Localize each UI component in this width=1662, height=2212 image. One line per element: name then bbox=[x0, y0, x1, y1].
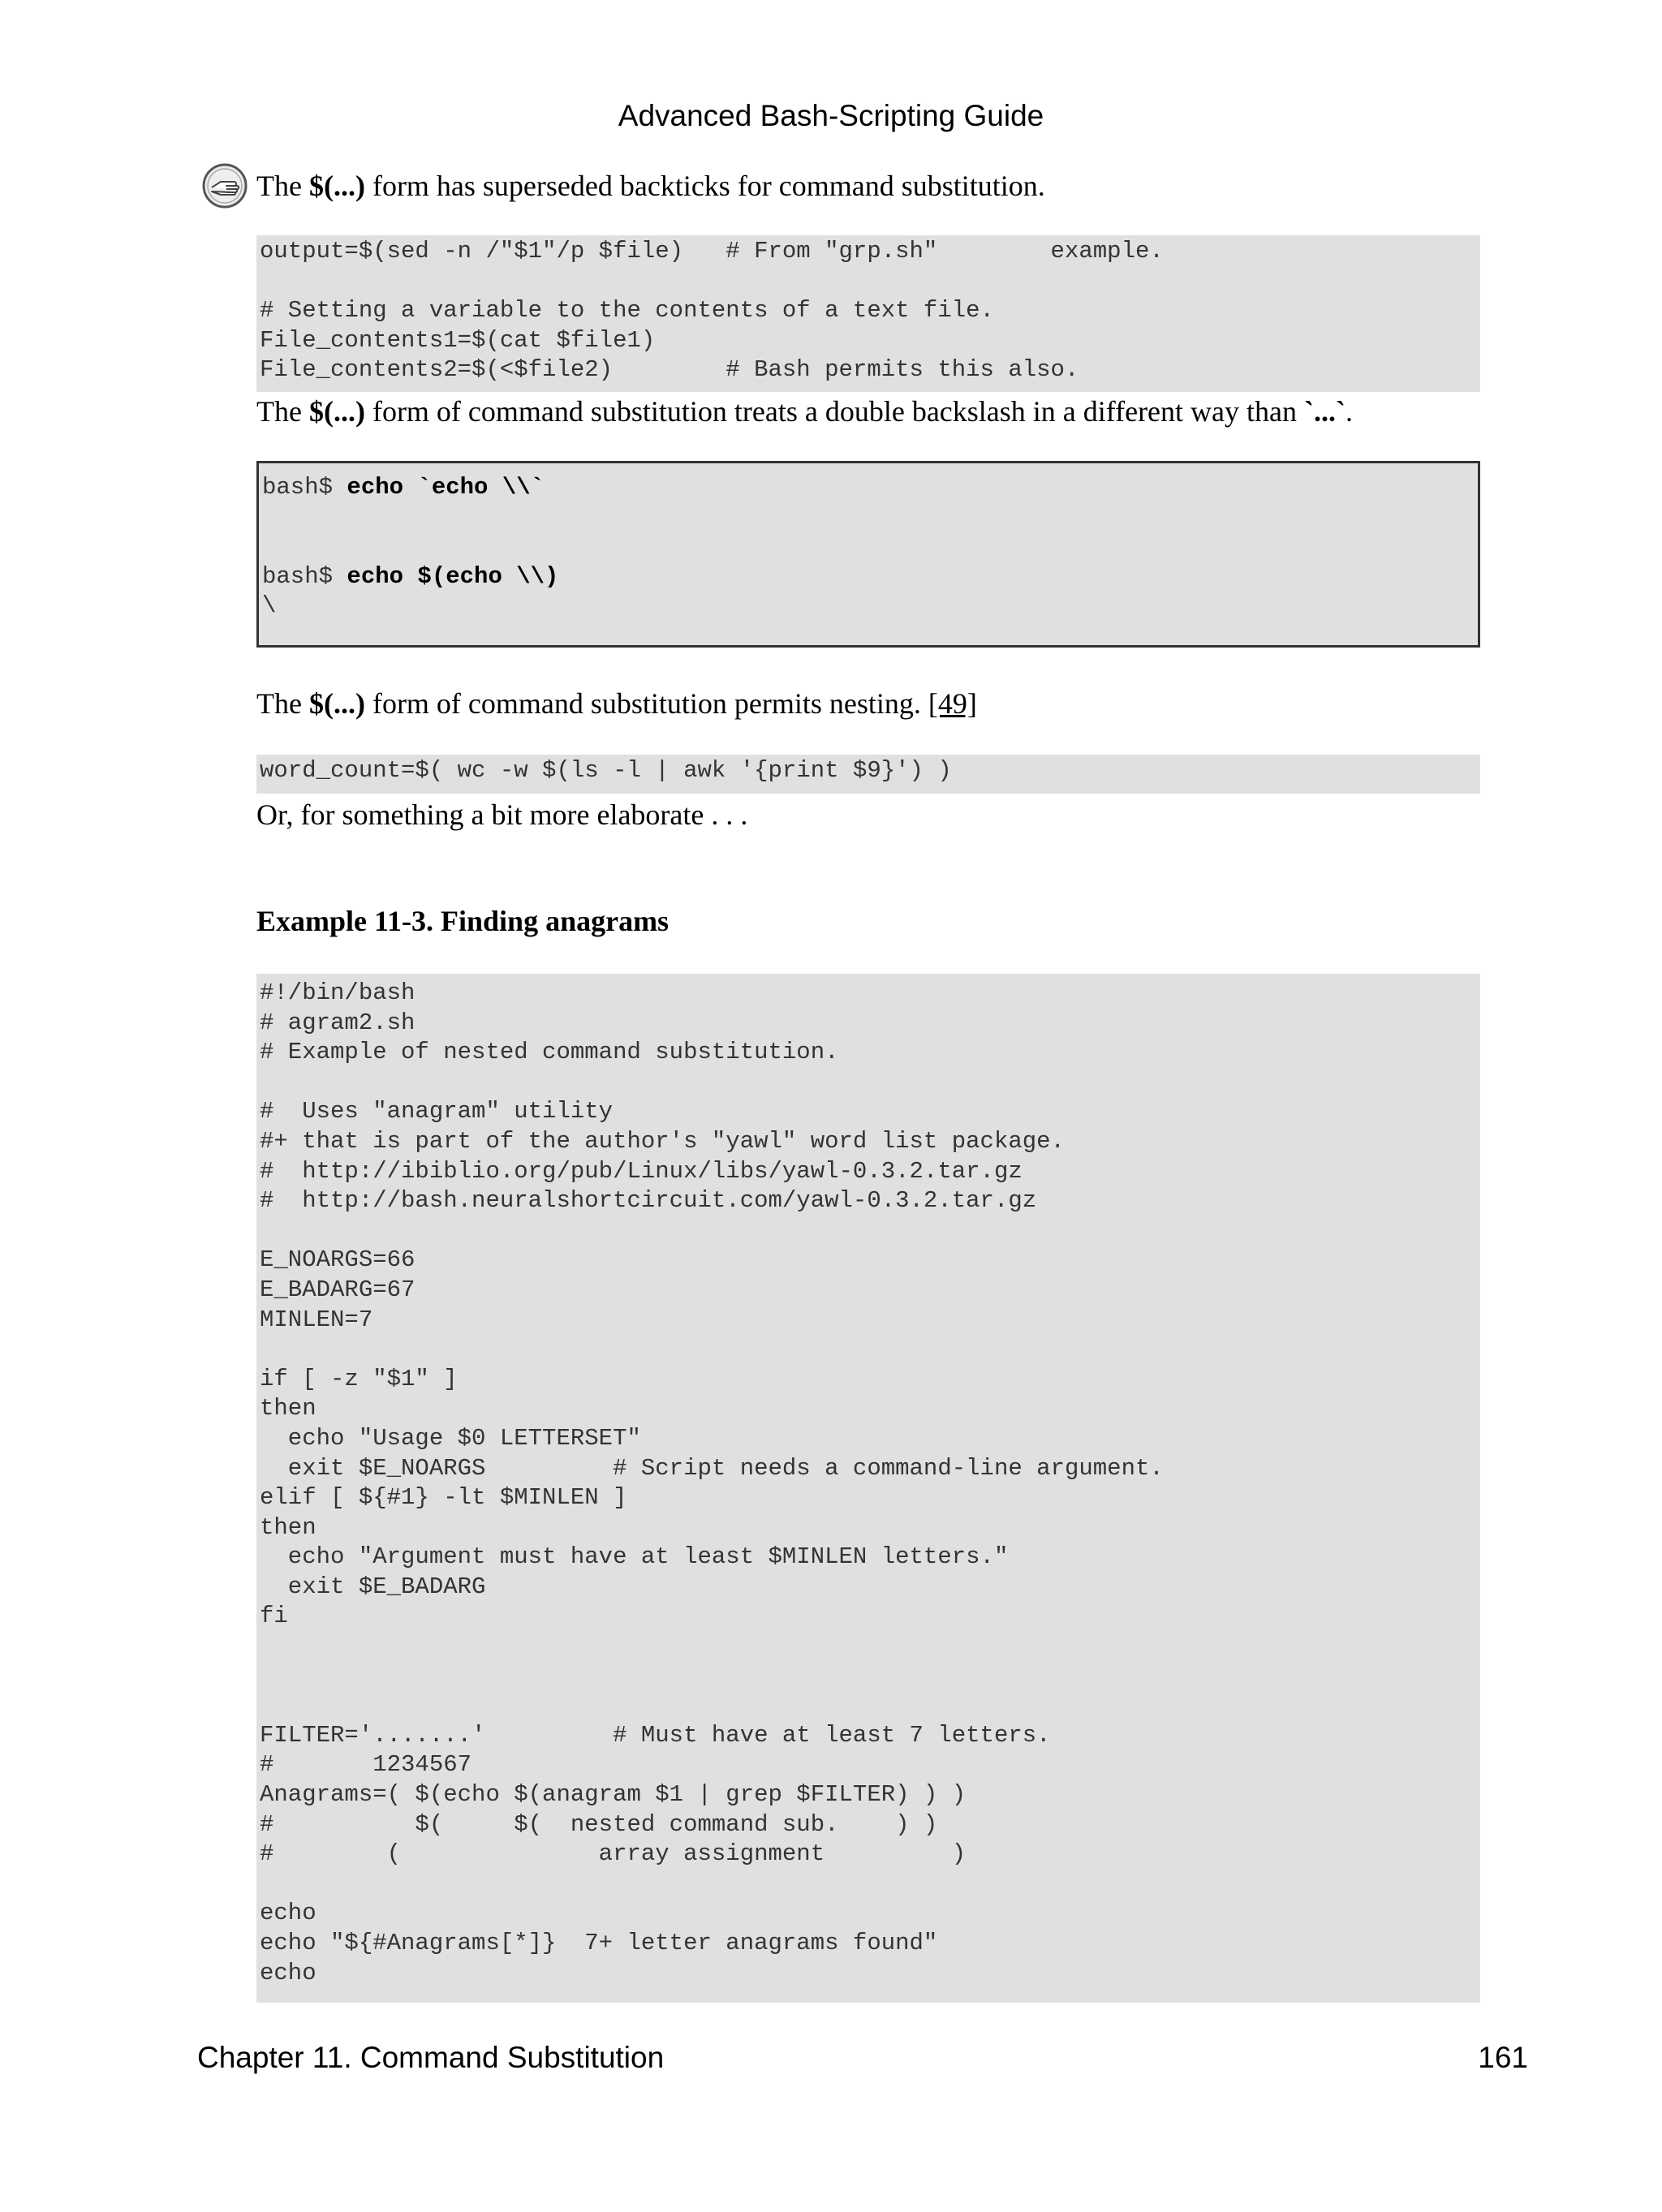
note-row bbox=[201, 162, 1500, 209]
inline-code-backticks: `...` bbox=[1304, 395, 1346, 428]
code-block-word-count: word_count=$( wc -w $(ls -l | awk '{print $9}') ) bbox=[256, 755, 1480, 794]
screen-block-echo: bash$ echo `echo \\` bash$ echo $(echo \\) \ bbox=[256, 461, 1480, 648]
inline-code-dollar-paren: $(...) bbox=[308, 687, 365, 720]
inline-code-dollar-paren: $(...) bbox=[308, 395, 365, 428]
code-block-output: output=$(sed -n /"$1"/p $file) # From "grp.sh" example. # Setting a variable to the contents of a text file. File_contents1=$(cat $file1) File_contents2=$(<$file2) # Bash permits this also. bbox=[256, 235, 1480, 392]
page-header-title: Advanced Bash-Scripting Guide bbox=[618, 99, 1044, 132]
footer-chapter: Chapter 11. Command Substitution bbox=[197, 2041, 665, 2074]
screen-command-2: echo $(echo \\) bbox=[347, 562, 559, 590]
note-text: The $(...) form has superseded backticks for command substitution. bbox=[256, 170, 1045, 202]
screen-command-1: echo `echo \\` bbox=[347, 474, 545, 501]
code-block-agram2: #!/bin/bash # agram2.sh # Example of nested command substitution. # Uses "anagram" utility #+ that is part of the author's "yawl" word list package. # http://ibiblio.org/pub/Linux/libs/yawl-0.3.2.tar.gz # http://bash.neuralshortcircuit.com/yawl-0.3.2.tar.gz E_NOARGS=66 E_BADARG=67 MINLEN=7 if [ -z "$1" ] then echo "Usage $0 LETTERSET" exit $E_NOARGS # Script needs a command-line argument. elif [ ${#1} -lt $MINLEN ] then echo "Argument must have at least $MINLEN letters." exit $E_BADARG fi FILTER='.......' # Must have at least 7 letters. # 1234567 Anagrams=( $(echo $(anagram $1 | grep $FILTER) ) ) # $( $( nested command sub. ) ) # ( array assignment ) echo echo "${#Anagrams[*]} 7+ letter anagrams found" echo bbox=[256, 974, 1480, 2003]
footer-page-number: 161 bbox=[1478, 2041, 1528, 2074]
paragraph-nesting: The $(...) form of command substitution permits nesting. [49] bbox=[256, 687, 977, 720]
example-title: Example 11-3. Finding anagrams bbox=[256, 905, 670, 937]
note-hand-icon bbox=[201, 162, 248, 209]
paragraph-elaborate: Or, for something a bit more elaborate . . . bbox=[256, 798, 748, 831]
paragraph-double-backslash: The $(...) form of command substitution treats a double backslash in a different way than `...`. bbox=[256, 395, 1353, 428]
screen-output-2: \ bbox=[262, 592, 277, 620]
note-code: $(...) bbox=[308, 170, 365, 202]
footnote-link[interactable]: [49] bbox=[928, 687, 977, 720]
